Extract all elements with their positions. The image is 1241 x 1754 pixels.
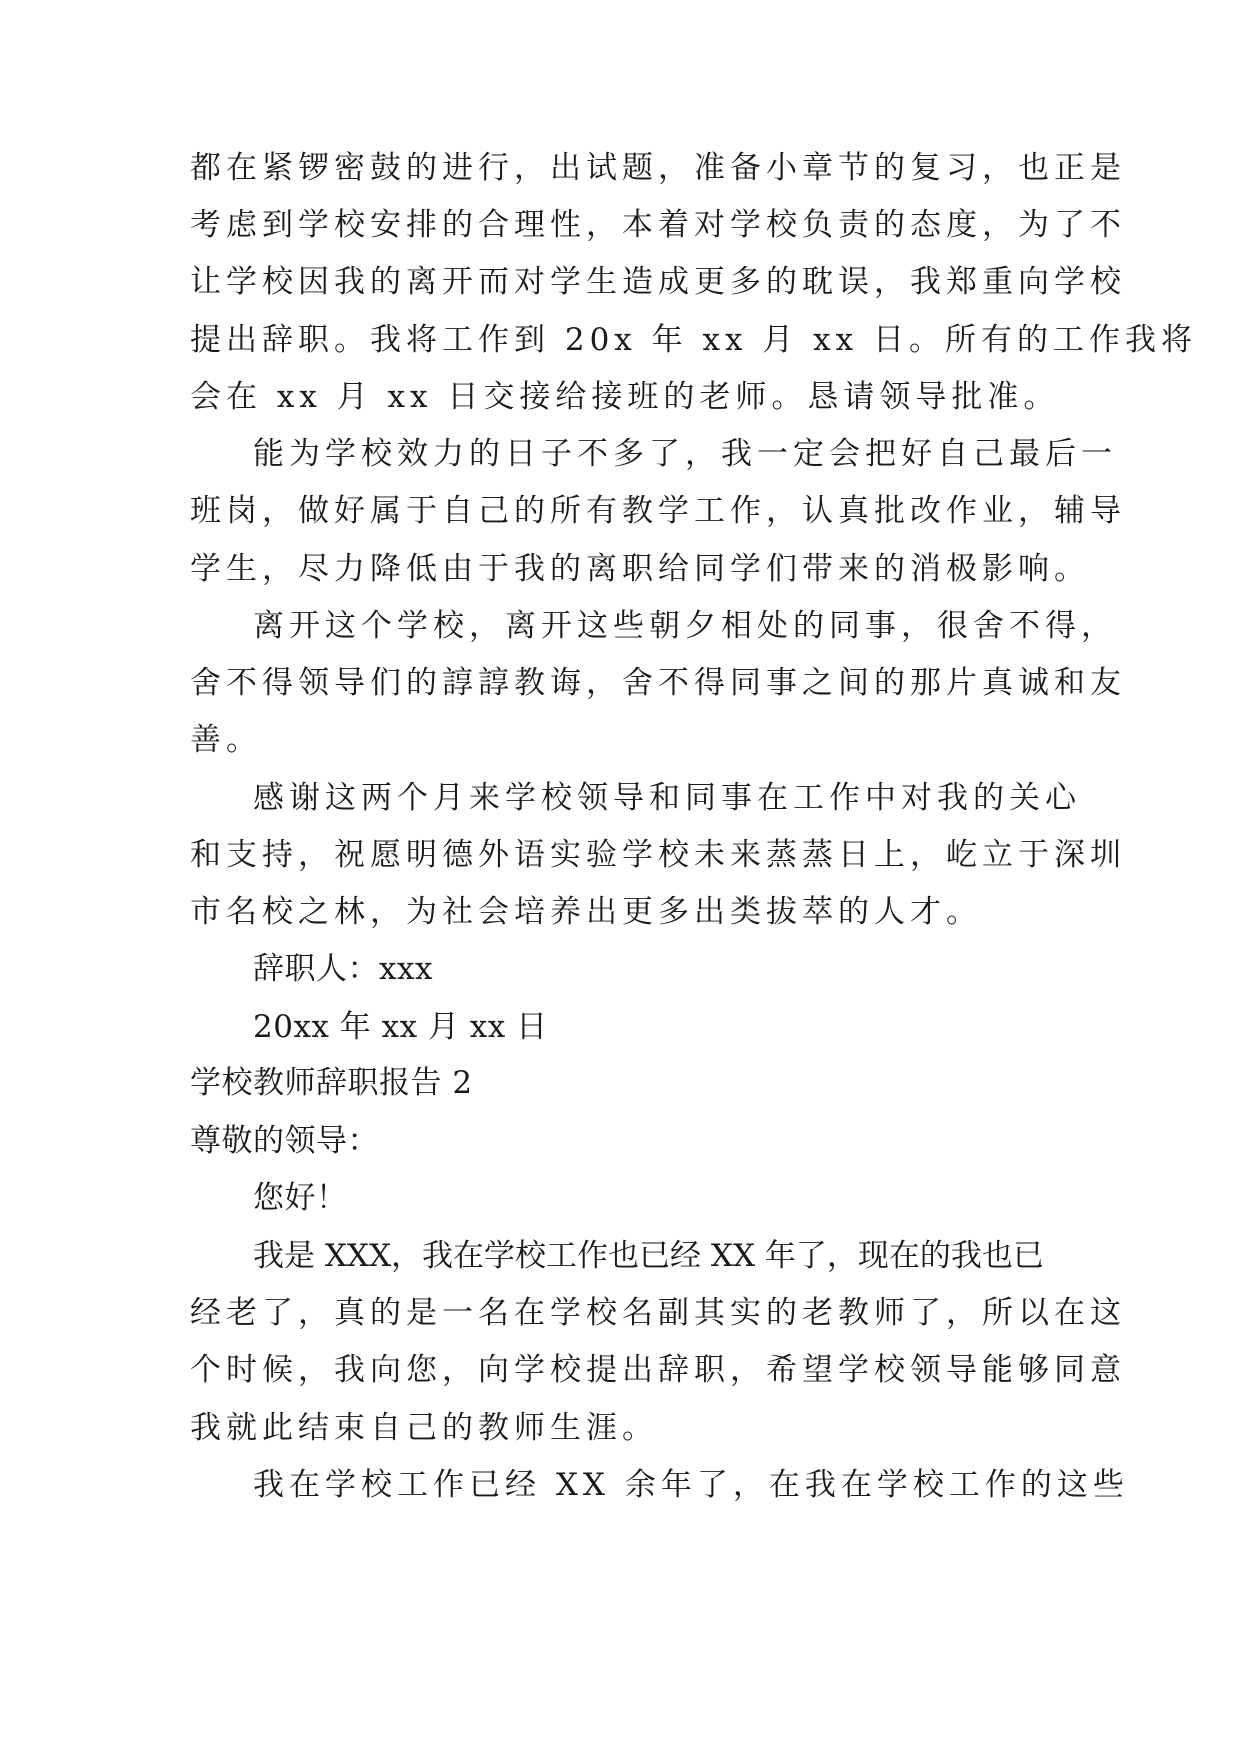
body-text-line: 经老了，真的是一名在学校名副其实的老教师了，所以在这	[190, 1295, 1126, 1331]
paragraph-first-line: 能为学校效力的日子不多了，我一定会把好自己最后一	[253, 436, 1117, 472]
body-text-line: 都在紧锣密鼓的进行，出试题，准备小章节的复习，也正是	[190, 150, 1126, 186]
paragraph-first-line: 感谢这两个月来学校领导和同事在工作中对我的关心	[253, 780, 1081, 816]
body-text-line: 我就此结束自己的教师生涯。	[190, 1410, 658, 1446]
body-text-line: 提出辞职。我将工作到 20x 年 xx 月 xx 日。所有的工作我将	[190, 322, 1197, 358]
body-text-line: 学生，尽力降低由于我的离职给同学们带来的消极影响。	[190, 551, 1090, 587]
body-text-line: 班岗，做好属于自己的所有教学工作，认真批改作业，辅导	[190, 493, 1126, 529]
body-text-line: 会在 xx 月 xx 日交接给接班的老师。恳请领导批准。	[190, 379, 1060, 415]
salutation: 尊敬的领导：	[190, 1123, 379, 1159]
body-text-line: 舍不得领导们的諄諄教诲，舍不得同事之间的那片真诚和友	[190, 665, 1126, 701]
body-text-line: 让学校因我的离开而对学生造成更多的耽误，我郑重向学校	[190, 264, 1126, 300]
paragraph-first-line: 我在学校工作已经 XX 余年了，在我在学校工作的这些	[253, 1467, 1129, 1503]
body-text-line: 市名校之林，为社会培养出更多出类拔萃的人才。	[190, 894, 982, 930]
signature-line: 辞职人：xxx	[253, 951, 433, 987]
body-text-line: 考虑到学校安排的合理性，本着对学校负责的态度，为了不	[190, 207, 1126, 243]
signature-date: 20xx 年 xx 月 xx 日	[253, 1009, 548, 1045]
paragraph-first-line: 我是 XXX，我在学校工作也已经 XX 年了，现在的我也已	[253, 1238, 1044, 1274]
section-title: 学校教师辞职报告 2	[190, 1065, 473, 1101]
paragraph-first-line: 离开这个学校，离开这些朝夕相处的同事，很舍不得，	[253, 608, 1117, 644]
greeting: 您好！	[253, 1180, 348, 1216]
body-text-line: 善。	[190, 722, 262, 758]
body-text-line: 个时候，我向您，向学校提出辞职，希望学校领导能够同意	[190, 1352, 1126, 1388]
body-text-line: 和支持，祝愿明德外语实验学校未来蒸蒸日上，屹立于深圳	[190, 837, 1126, 873]
